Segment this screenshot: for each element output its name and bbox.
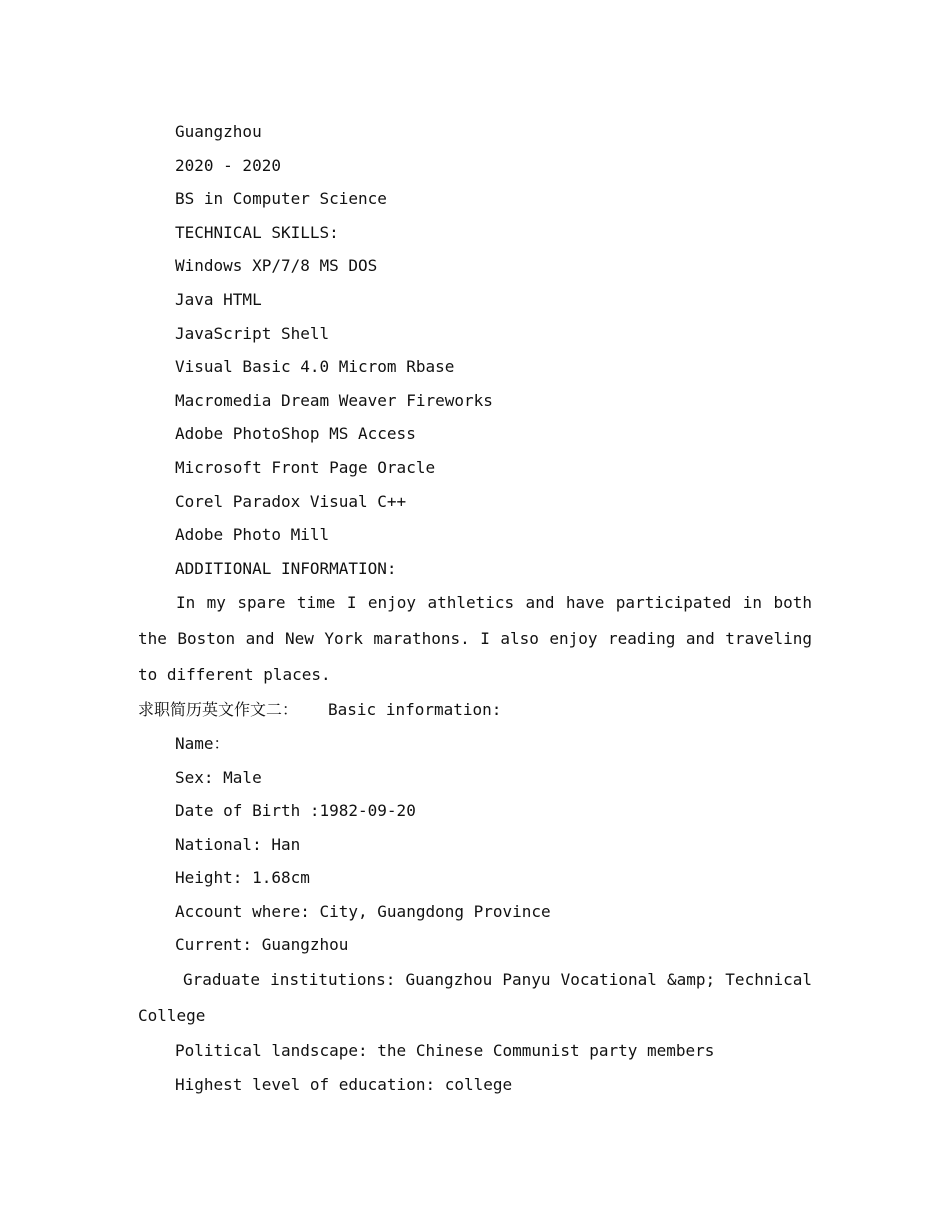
info-line: Name： — [175, 733, 230, 753]
skill-line: Macromedia Dream Weaver Fireworks — [175, 390, 493, 410]
info-line: Highest level of education: college — [175, 1074, 513, 1094]
info-line: National: Han — [175, 834, 301, 854]
skill-line: Adobe PhotoShop MS Access — [175, 424, 416, 444]
skill-line: Windows XP/7/8 MS DOS — [175, 256, 378, 276]
skill-line: Visual Basic 4.0 Microm Rbase — [175, 357, 455, 377]
info-line: Account where: City, Guangdong Province — [175, 901, 551, 921]
skill-line: JavaScript Shell — [175, 323, 330, 343]
info-line: Sex: Male — [175, 767, 262, 787]
section-heading-english: Basic information: — [328, 700, 502, 720]
graduate-institutions-paragraph: Graduate institutions: Guangzhou Panyu Vocational &amp; Technical College — [138, 970, 812, 1026]
info-line: Date of Birth :1982-09-20 — [175, 801, 416, 821]
additional-information-paragraph: In my spare time I enjoy athletics and have participated in both the Boston and New York marathons. I also enjoy reading and traveling to different places. — [138, 593, 812, 685]
info-line: Height: 1.68cm — [175, 868, 310, 888]
text-line: BS in Computer Science — [175, 189, 387, 209]
text-line: Guangzhou — [175, 122, 262, 141]
section-label-additional-information: ADDITIONAL INFORMATION: — [175, 558, 397, 578]
skill-line: Adobe Photo Mill — [175, 525, 330, 545]
section-heading-chinese: 求职简历英文作文二： — [138, 700, 299, 720]
document-body — [138, 115, 812, 1101]
section-label-technical-skills: TECHNICAL SKILLS: — [175, 222, 339, 242]
skill-line: Microsoft Front Page Oracle — [175, 457, 436, 477]
skill-line: Corel Paradox Visual C++ — [175, 491, 407, 511]
skill-line: Java HTML — [175, 289, 262, 309]
text-line: 2020 - 2020 — [175, 155, 281, 175]
info-line: Current: Guangzhou — [175, 935, 349, 955]
info-line: Political landscape: the Chinese Communist party members — [175, 1041, 715, 1061]
section-heading — [138, 693, 812, 727]
